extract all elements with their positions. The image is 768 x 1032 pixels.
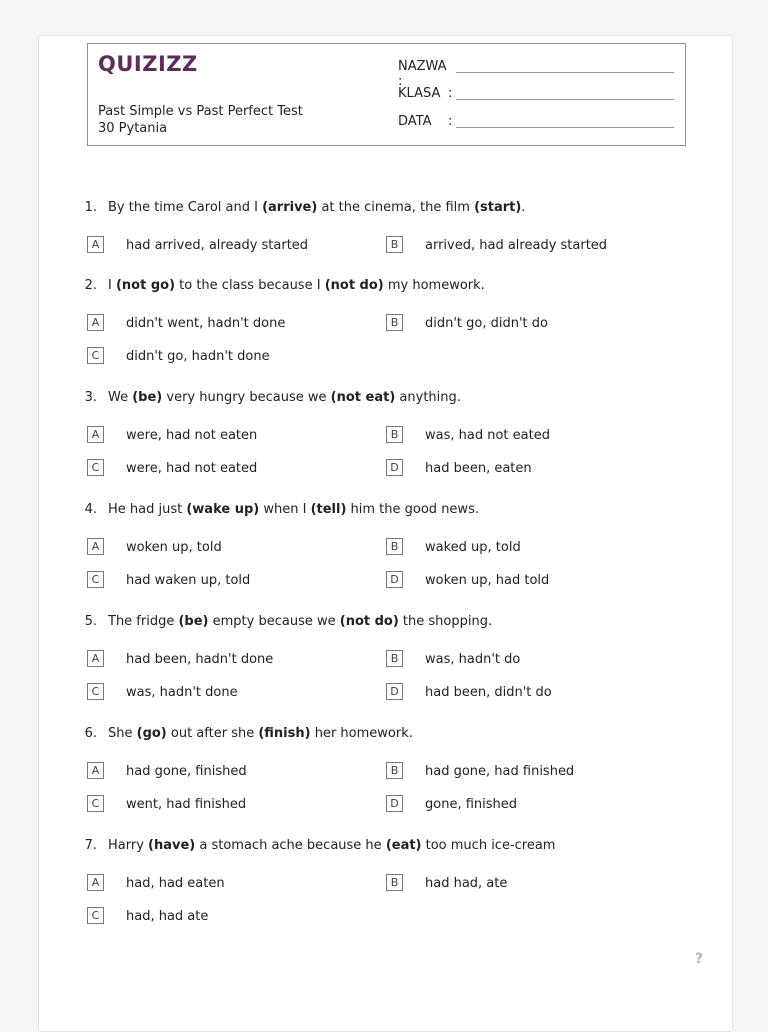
question-text-part: He had just (108, 502, 187, 517)
class-line (456, 99, 674, 100)
class-field (398, 86, 453, 101)
question-text-part: her homework. (310, 726, 413, 741)
question-text-part: The fridge (108, 614, 179, 629)
question-text-part: when I (259, 502, 311, 517)
verb-prompt: (not go) (115, 278, 176, 293)
option-text: was, hadn't done (126, 685, 238, 700)
question-number: 3. (84, 390, 97, 405)
name-field (398, 59, 450, 89)
option-text: had arrived, already started (126, 238, 309, 253)
date-colon: : (448, 114, 453, 129)
option-letter-box[interactable]: C (87, 571, 104, 588)
date-line (456, 127, 674, 128)
option-letter-box[interactable]: B (386, 650, 403, 667)
question-text-part: out after she (166, 726, 259, 741)
option-letter-box[interactable]: A (87, 762, 104, 779)
option-text: arrived, had already started (425, 238, 608, 253)
question-text-part: my homework. (383, 278, 485, 293)
class-colon: : (448, 86, 453, 101)
question-text (108, 200, 525, 215)
question-text-part: She (108, 726, 137, 741)
option-text: didn't go, didn't do (425, 316, 548, 331)
option-text: waked up, told (425, 540, 521, 555)
verb-prompt: (eat) (385, 838, 422, 853)
option-text: had, had ate (126, 909, 209, 924)
option-letter-box[interactable]: B (386, 236, 403, 253)
name-line (456, 72, 674, 73)
verb-prompt: (wake up) (186, 502, 260, 517)
question-text (108, 278, 485, 293)
verb-prompt: (arrive) (262, 200, 318, 215)
option-letter-box[interactable]: C (87, 683, 104, 700)
question-text-part: a stomach ache because he (195, 838, 386, 853)
option-text: had had, ate (425, 876, 508, 891)
question-text-part: very hungry because we (162, 390, 331, 405)
question-text-part: By the time Carol and I (108, 200, 263, 215)
verb-prompt: (tell) (310, 502, 347, 517)
verb-prompt: (not do) (324, 278, 384, 293)
option-text: was, had not eated (425, 428, 550, 443)
option-letter-box[interactable]: C (87, 347, 104, 364)
verb-prompt: (start) (474, 200, 522, 215)
option-letter-box[interactable]: B (386, 314, 403, 331)
option-text: were, had not eated (126, 461, 258, 476)
verb-prompt: (finish) (258, 726, 311, 741)
option-letter-box[interactable]: A (87, 538, 104, 555)
verb-prompt: (have) (148, 838, 196, 853)
class-label: KLASA (398, 86, 441, 101)
question-text (108, 838, 555, 853)
option-text: had, had eaten (126, 876, 225, 891)
option-text: woken up, told (126, 540, 222, 555)
question-number: 1. (84, 200, 97, 215)
verb-prompt: (be) (132, 390, 163, 405)
option-text: didn't go, hadn't done (126, 349, 270, 364)
date-label: DATA (398, 114, 432, 129)
worksheet-page (38, 35, 733, 1032)
question-count: 30 Pytania (98, 121, 168, 136)
header-box (87, 43, 686, 146)
question-number: 6. (84, 726, 97, 741)
option-text: had been, eaten (425, 461, 532, 476)
option-text: were, had not eaten (126, 428, 258, 443)
option-text: was, hadn't do (425, 652, 521, 667)
option-letter-box[interactable]: D (386, 795, 403, 812)
option-text: had been, hadn't done (126, 652, 274, 667)
question-text-part: I (108, 278, 116, 293)
option-text: woken up, had told (425, 573, 550, 588)
question-text-part: empty because we (208, 614, 340, 629)
option-letter-box[interactable]: A (87, 650, 104, 667)
option-letter-box[interactable]: D (386, 459, 403, 476)
option-text: had gone, finished (126, 764, 247, 779)
option-text: went, had finished (126, 797, 247, 812)
question-text-part: the shopping. (398, 614, 493, 629)
option-letter-box[interactable]: C (87, 907, 104, 924)
question-text (108, 502, 479, 517)
verb-prompt: (be) (178, 614, 209, 629)
option-text: had gone, had finished (425, 764, 575, 779)
option-letter-box[interactable]: B (386, 874, 403, 891)
question-text-part: him the good news. (346, 502, 479, 517)
question-text-part: at the cinema, the film (317, 200, 475, 215)
option-letter-box[interactable]: C (87, 795, 104, 812)
option-letter-box[interactable]: A (87, 314, 104, 331)
quizizz-logo: QUIZIZZ (98, 52, 198, 76)
test-title: Past Simple vs Past Perfect Test (98, 104, 303, 119)
verb-prompt: (go) (136, 726, 167, 741)
option-text: didn't went, hadn't done (126, 316, 286, 331)
option-text: had been, didn't do (425, 685, 552, 700)
question-text-part: . (521, 200, 526, 215)
option-text: had waken up, told (126, 573, 251, 588)
option-letter-box[interactable]: B (386, 762, 403, 779)
option-letter-box[interactable]: B (386, 426, 403, 443)
verb-prompt: (not eat) (330, 390, 396, 405)
verb-prompt: (not do) (339, 614, 399, 629)
question-number: 2. (84, 278, 97, 293)
question-text-part: We (108, 390, 133, 405)
question-number: 5. (84, 614, 97, 629)
question-text-part: Harry (108, 838, 149, 853)
option-letter-box[interactable]: C (87, 459, 104, 476)
option-letter-box[interactable]: D (386, 683, 403, 700)
option-letter-box[interactable]: A (87, 236, 104, 253)
help-icon[interactable]: ? (695, 951, 704, 967)
question-number: 7. (84, 838, 97, 853)
name-label: NAZWA : (398, 59, 447, 89)
option-letter-box[interactable]: D (386, 571, 403, 588)
question-text (108, 390, 461, 405)
option-letter-box[interactable]: A (87, 426, 104, 443)
question-number: 4. (84, 502, 97, 517)
question-text-part: to the class because I (175, 278, 325, 293)
option-text: gone, finished (425, 797, 518, 812)
date-field (398, 114, 453, 129)
question-text-part: anything. (395, 390, 461, 405)
question-text (108, 726, 413, 741)
option-letter-box[interactable]: B (386, 538, 403, 555)
question-text (108, 614, 492, 629)
option-letter-box[interactable]: A (87, 874, 104, 891)
question-text-part: too much ice-cream (421, 838, 556, 853)
